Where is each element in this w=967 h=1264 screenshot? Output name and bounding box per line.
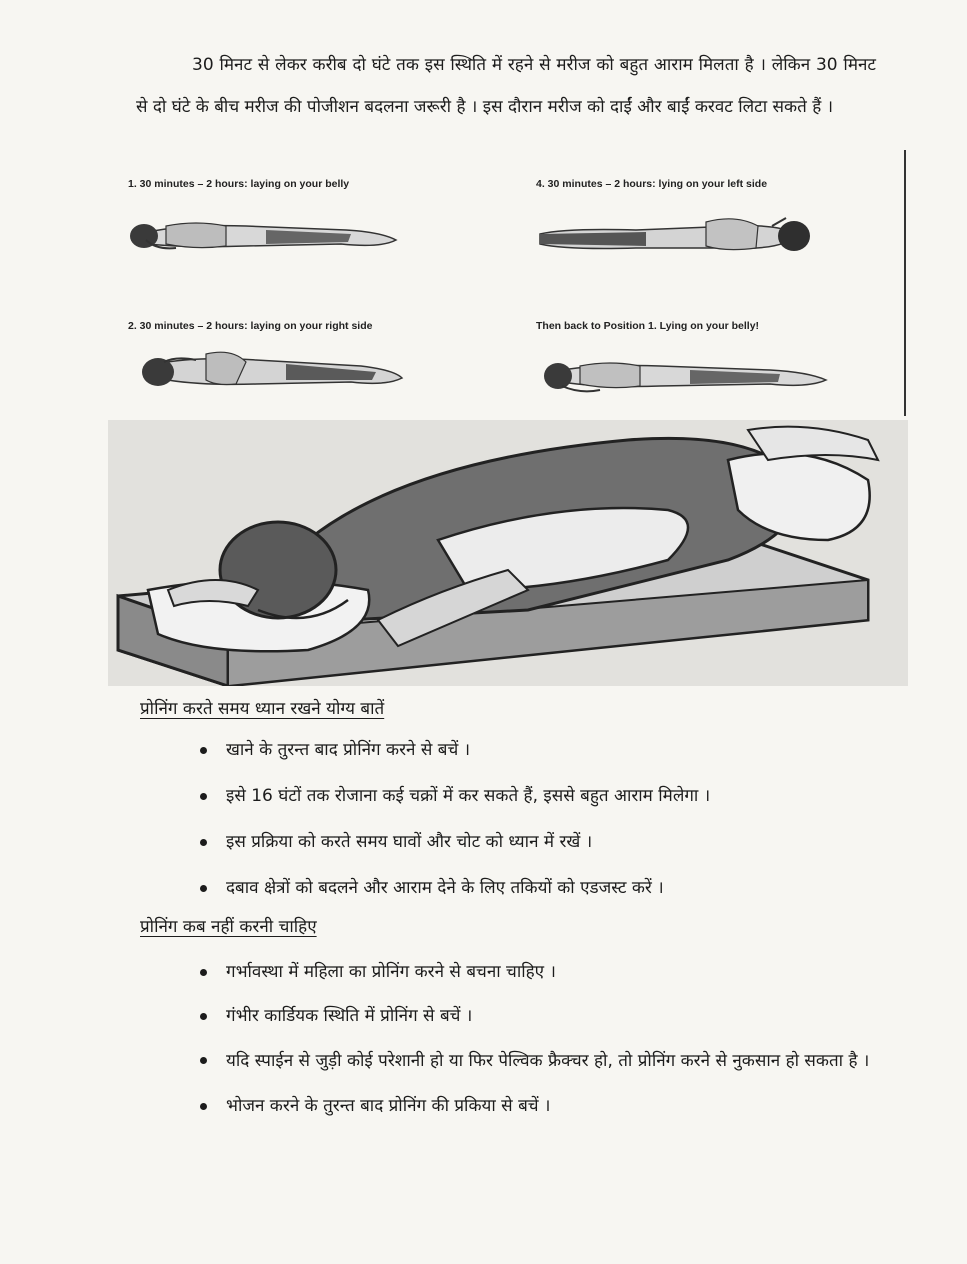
list-item: इसे 16 घंटों तक रोजाना कई चक्रों में कर सकते हैं, इससे बहुत आराम मिलेगा । bbox=[200, 776, 890, 816]
section-heading-precautions: प्रोनिंग करते समय ध्यान रखने योग्य बातें bbox=[140, 699, 385, 719]
list-item: भोजन करने के तुरन्त बाद प्रोनिंग की प्रकिया से बचें । bbox=[200, 1086, 890, 1126]
prone-patient-illustration bbox=[108, 420, 908, 686]
figure-back-to-belly bbox=[540, 346, 830, 402]
list-item: गंभीर कार्डियक स्थिति में प्रोनिंग से बचें । bbox=[200, 996, 890, 1036]
list-item: इस प्रक्रिया को करते समय घावों और चोट को ध्यान में रखें । bbox=[200, 822, 890, 862]
position-1-caption: 1. 30 minutes – 2 hours: laying on your belly bbox=[128, 178, 350, 190]
position-4-caption: 4. 30 minutes – 2 hours: lying on your left side bbox=[536, 178, 768, 190]
margin-line bbox=[904, 150, 906, 416]
intro-paragraph: 30 मिनट से लेकर करीब दो घंटे तक इस स्थिति में रहने से मरीज को बहुत आराम मिलता है । लेकिन 30 मिनट से दो घंटे के बीच मरीज की पोजीशन बदलना जरूरी है । इस दौरान मरीज को दाईं और बाईं करवट लिटा सकते हैं । bbox=[136, 55, 876, 117]
list-item: दबाव क्षेत्रों को बदलने और आराम देने के लिए तकियों को एडजस्ट करें । bbox=[200, 868, 890, 908]
figure-prone-belly bbox=[126, 204, 406, 264]
list-item: गर्भावस्था में महिला का प्रोनिंग करने से बचना चाहिए । bbox=[200, 952, 890, 992]
position-back-caption: Then back to Position 1. Lying on your belly! bbox=[536, 320, 760, 332]
contraindications-list bbox=[200, 952, 890, 1126]
section-heading-contraindications: प्रोनिंग कब नहीं करनी चाहिए bbox=[140, 917, 317, 937]
figure-left-side bbox=[536, 204, 816, 264]
position-2-caption: 2. 30 minutes – 2 hours: laying on your right side bbox=[128, 320, 373, 332]
figure-right-side bbox=[136, 340, 406, 396]
precautions-list bbox=[200, 730, 890, 908]
list-item: यदि स्पाईन से जुड़ी कोई परेशानी हो या फिर पेल्विक फ्रैक्चर हो, तो प्रोनिंग करने से नुकसान हो सकता है । bbox=[200, 1040, 890, 1082]
list-item: खाने के तुरन्त बाद प्रोनिंग करने से बचें । bbox=[200, 730, 890, 770]
